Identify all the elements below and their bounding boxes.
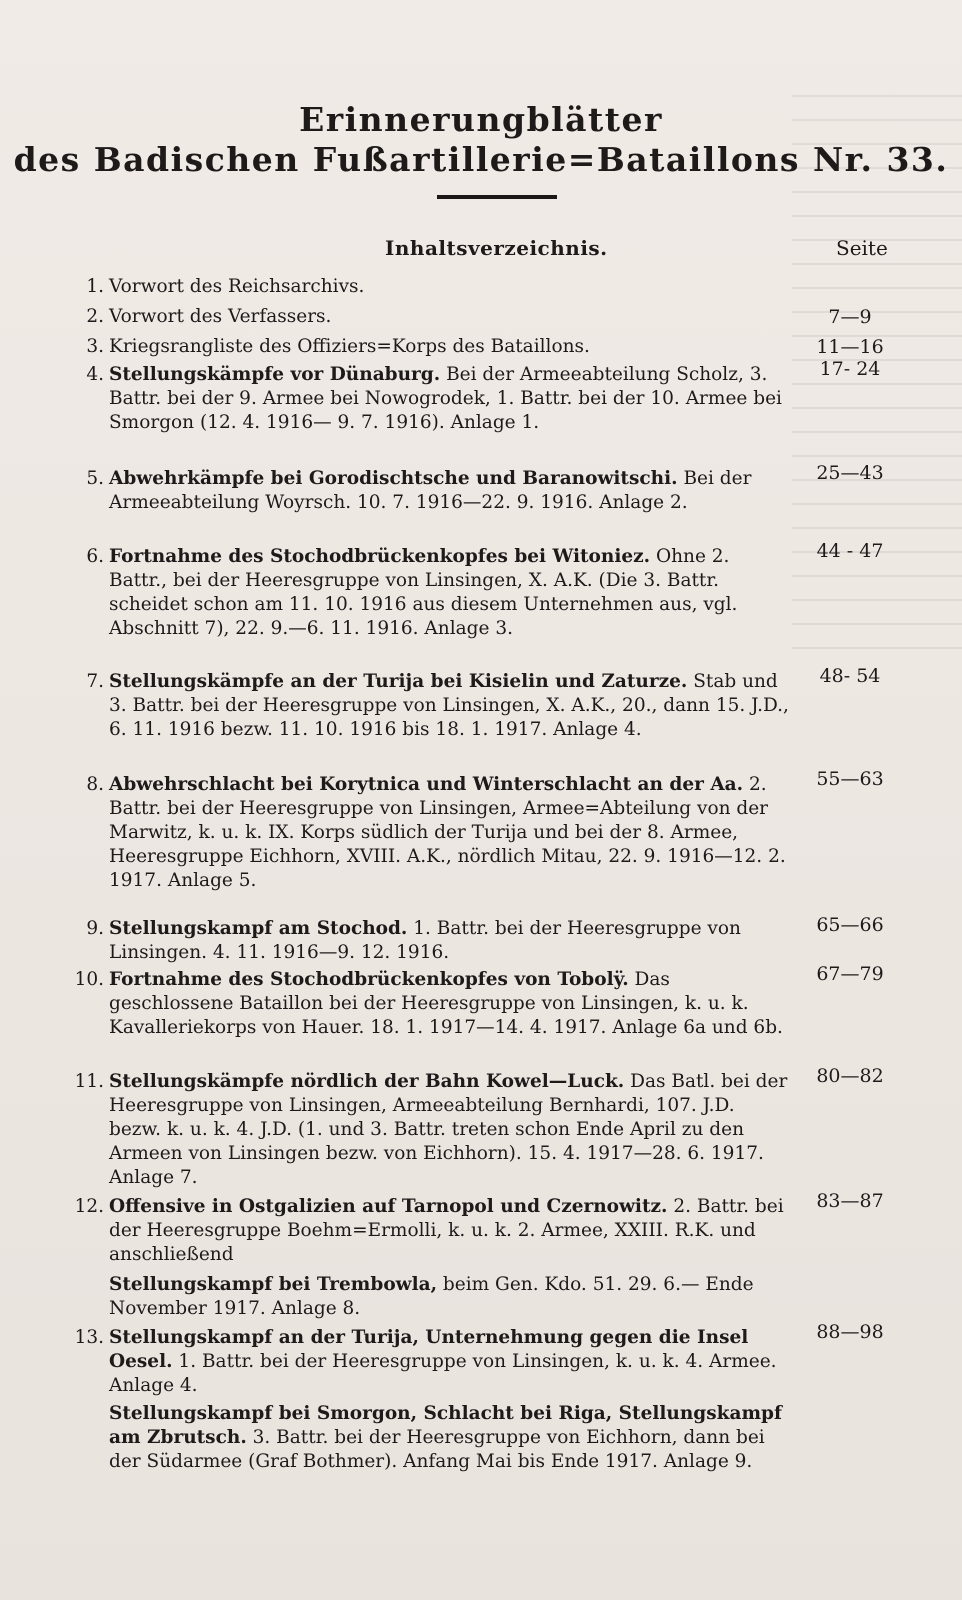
entry-text: 2. Battr. bei der Heeresgruppe von Linsingen, Armee=Abteilung von der Marwitz, k. u. k. IX. Korps südlich der Turija und bei der 8. Armee, Heeresgruppe Eichhorn, XVIII. A.K., nördlich Mitau, 22. 9. 1916—12. 2. 1917. Anlage 5. — [109, 774, 786, 891]
toc-entry-2 — [72, 305, 792, 329]
entry-bold-title: Stellungskampf am Stochod. — [109, 918, 408, 939]
entry-text: Stab und 3. Battr. bei der Heeresgruppe von Linsingen, X. A.K., 20., dann 15. J.D., 6. 11. 1916 bezw. 11. 10. 1916 bis 18. 1. 1917. Anlage 4. — [109, 671, 789, 740]
toc-entry-11 — [72, 1070, 792, 1190]
entry-text: Ohne 2. Battr., bei der Heeresgruppe von Linsingen, X. A.K. (Die 3. Battr. scheidet schon am 11. 10. 1916 aus diesem Unternehmen aus, vgl. Abschnitt 7), 22. 9.—6. 11. 1916. Anlage 3. — [109, 546, 738, 639]
entry-pages-12: 83—87 — [816, 1190, 884, 1212]
title-divider — [437, 195, 557, 199]
entry-number: 12. — [74, 1196, 104, 1217]
entry-number: 10. — [74, 969, 104, 990]
toc-entry-5 — [72, 467, 792, 515]
entry-pages-8: 55—63 — [816, 768, 884, 790]
entry-text: 3. Battr. bei der Heeresgruppe von Eichhorn, dann bei der Südarmee (Graf Bothmer). Anfang Mai bis Ende 1917. Anlage 9. — [109, 1427, 765, 1472]
entry-number: 5. — [86, 468, 104, 489]
entry-number: 13. — [74, 1327, 104, 1348]
entry-number: 6. — [86, 546, 104, 567]
toc-entry-4 — [72, 363, 792, 435]
entry-bold-title: Stellungskämpfe an der Turija bei Kisielin und Zaturze. — [109, 671, 688, 692]
entry-number: 9. — [86, 918, 104, 939]
entry-number: 2. — [86, 306, 104, 327]
entry-bold-title: Stellungskämpfe nördlich der Bahn Kowel—Luck. — [109, 1071, 625, 1092]
entry-bold-title: Fortnahme des Stochodbrückenkopfes von Tobolÿ. — [109, 969, 629, 990]
entry-number: 4. — [86, 364, 104, 385]
toc-entry-6 — [72, 545, 792, 641]
entry-pages-4: 17- 24 — [819, 358, 881, 380]
entry-text: 2. Battr. bei der Heeresgruppe Boehm=Ermolli, k. u. k. 2. Armee, XXIII. R.K. und anschließend — [109, 1196, 784, 1265]
entry-pages-5: 25—43 — [816, 462, 884, 484]
page-column-heading: Seite — [836, 236, 888, 260]
entry-pages-7: 48- 54 — [819, 665, 881, 687]
entry-bold-title: Stellungskämpfe vor Dünaburg. — [109, 364, 441, 385]
entry-text: Bei der Armeeabteilung Woyrsch. 10. 7. 1916—22. 9. 1916. Anlage 2. — [109, 468, 752, 513]
toc-entry-9 — [72, 917, 792, 965]
entry-pages-11: 80—82 — [816, 1065, 884, 1087]
toc-subentry-12 — [109, 1273, 792, 1321]
entry-text: beim Gen. Kdo. 51. 29. 6.— Ende November 1917. Anlage 8. — [109, 1274, 754, 1319]
toc-entry-12 — [72, 1195, 792, 1267]
entry-text: 1. Battr. bei der Heeresgruppe von Linsingen. 4. 11. 1916—9. 12. 1916. — [109, 918, 741, 963]
entry-number: 7. — [86, 671, 104, 692]
entry-pages-13: 88—98 — [816, 1321, 884, 1343]
entry-bold-title: Abwehrschlacht bei Korytnica und Winterschlacht an der Aa. — [109, 774, 744, 795]
toc-subentry-13 — [109, 1402, 792, 1474]
entry-text: Das geschlossene Bataillon bei der Heeresgruppe von Linsingen, k. u. k. Kavalleriekorps von Hauer. 18. 1. 1917—14. 4. 1917. Anlage 6a und 6b. — [109, 969, 783, 1038]
entry-text: Vorwort des Reichsarchivs. — [109, 276, 365, 297]
entry-text: Kriegsrangliste des Offiziers=Korps des Bataillons. — [109, 336, 590, 357]
toc-entry-10 — [72, 968, 792, 1040]
entry-pages-10: 67—79 — [816, 963, 884, 985]
entry-bold-title: Offensive in Ostgalizien auf Tarnopol und Czernowitz. — [109, 1196, 668, 1217]
title-line-1: Erinnerungblätter — [299, 100, 663, 139]
toc-entry-3 — [72, 335, 792, 359]
entry-bold-title: Stellungskampf bei Smorgon, Schlacht bei Riga, Stellungskampf am Zbrutsch. — [109, 1403, 782, 1448]
toc-entry-13 — [72, 1326, 792, 1398]
title-line-2: des Badischen Fußartillerie=Bataillons Nr. 33. — [13, 140, 949, 179]
entry-bold-title: Fortnahme des Stochodbrückenkopfes bei Witoniez. — [109, 546, 651, 567]
entry-text: Das Batl. bei der Heeresgruppe von Linsingen, Armeeabteilung Bernhardi, 107. J.D. bezw. k. u. k. 4. J.D. (1. und 3. Battr. treten schon Ende April zu den Armeen von Linsingen bezw. von Eichhorn). 15. 4. 1917—28. 6. 1917. Anlage 7. — [109, 1071, 788, 1188]
entry-bold-title: Stellungskampf an der Turija, Unternehmung gegen die Insel Oesel. — [109, 1327, 749, 1372]
entry-text: Bei der Armeeabteilung Scholz, 3. Battr. bei der 9. Armee bei Nowogrodek, 1. Battr. bei der 10. Armee bei Smorgon (12. 4. 1916— 9. 7. 1916). Anlage 1. — [109, 364, 782, 433]
entry-number: 8. — [86, 774, 104, 795]
entry-pages-3: 11—16 — [816, 336, 884, 358]
toc-entry-8 — [72, 773, 792, 893]
entry-bold-title: Stellungskampf bei Trembowla, — [109, 1274, 438, 1295]
entry-bold-title: Abwehrkämpfe bei Gorodischtsche und Baranowitschi. — [109, 468, 678, 489]
entry-number: 3. — [86, 336, 104, 357]
toc-entry-1 — [72, 275, 792, 299]
entry-number: 1. — [86, 276, 104, 297]
entry-number: 11. — [74, 1071, 104, 1092]
toc-heading: Inhaltsverzeichnis. — [385, 236, 608, 260]
entry-text: Vorwort des Verfassers. — [109, 306, 332, 327]
entry-pages-2: 7—9 — [828, 306, 872, 328]
toc-entry-7 — [72, 670, 792, 742]
entry-pages-6: 44 - 47 — [816, 540, 884, 562]
entry-text: 1. Battr. bei der Heeresgruppe von Linsingen, k. u. k. 4. Armee. Anlage 4. — [109, 1351, 777, 1396]
entry-pages-9: 65—66 — [816, 914, 884, 936]
